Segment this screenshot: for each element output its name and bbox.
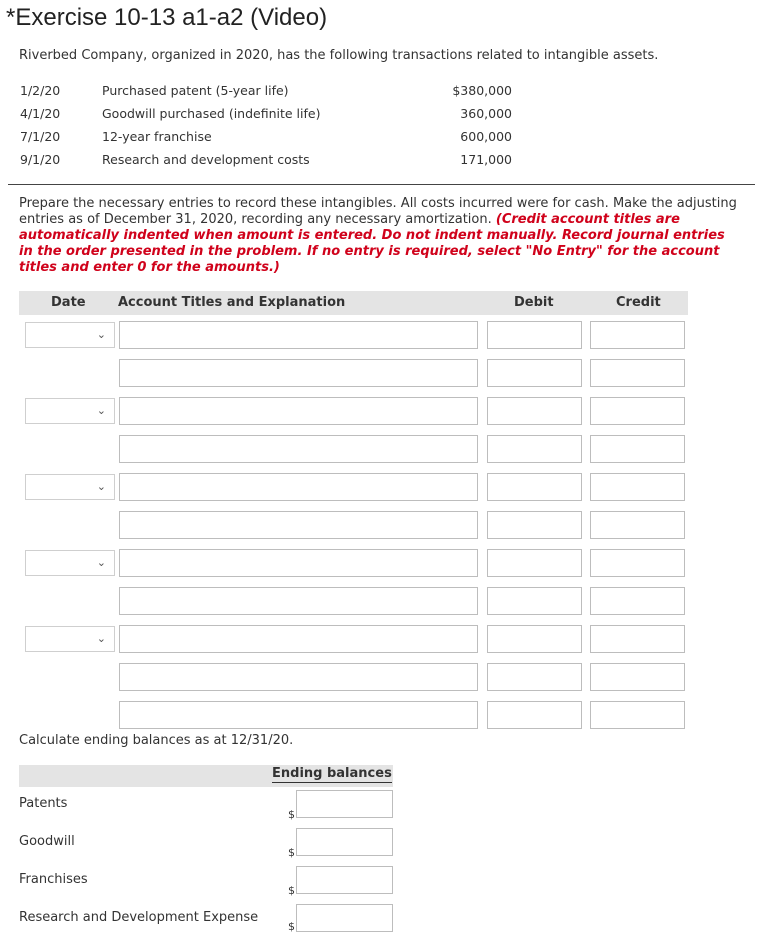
credit-column-header: Credit xyxy=(616,295,661,310)
debit-input[interactable] xyxy=(487,701,582,729)
account-title-input[interactable] xyxy=(119,625,478,653)
debit-input[interactable] xyxy=(487,625,582,653)
credit-input[interactable] xyxy=(590,549,685,577)
balances-header xyxy=(19,765,393,787)
balance-label-research-development-expense: Research and Development Expense xyxy=(19,910,259,925)
transaction-row xyxy=(20,129,512,147)
account-title-input[interactable] xyxy=(119,359,478,387)
chevron-down-icon: ⌄ xyxy=(96,328,106,341)
account-title-input[interactable] xyxy=(119,435,478,463)
transaction-description: Purchased patent (5-year life) xyxy=(102,83,289,98)
debit-input[interactable] xyxy=(487,397,582,425)
date-select[interactable] xyxy=(25,626,115,652)
page-title: *Exercise 10-13 a1-a2 (Video) xyxy=(6,4,328,31)
credit-input[interactable] xyxy=(590,511,685,539)
chevron-down-icon: ⌄ xyxy=(96,632,106,645)
credit-input[interactable] xyxy=(590,321,685,349)
instructions-emphasis: (Credit account titles are automatically indented when amount is entered. Do not indent manually. Record journal entries in the order presented in the problem. If no entry is required, select "No Entry" for the account titles and enter 0 for the amounts.) xyxy=(19,212,725,275)
debit-input[interactable] xyxy=(487,511,582,539)
research-development-expense-balance-input[interactable] xyxy=(296,904,393,932)
transaction-date: 1/2/20 xyxy=(20,83,61,98)
debit-input[interactable] xyxy=(487,549,582,577)
balance-label-franchises: Franchises xyxy=(19,872,88,887)
credit-input[interactable] xyxy=(590,663,685,691)
debit-input[interactable] xyxy=(487,663,582,691)
transaction-date: 4/1/20 xyxy=(20,106,61,121)
ending-balances-column-header: Ending balances xyxy=(272,766,392,781)
currency-symbol: $ xyxy=(288,884,295,897)
balance-label-goodwill: Goodwill xyxy=(19,834,75,849)
transaction-amount: $380,000 xyxy=(452,83,512,98)
balances-prompt: Calculate ending balances as at 12/31/20. xyxy=(19,733,294,748)
credit-input[interactable] xyxy=(590,397,685,425)
transaction-description: 12-year franchise xyxy=(102,129,212,144)
credit-input[interactable] xyxy=(590,587,685,615)
chevron-down-icon: ⌄ xyxy=(96,404,106,417)
debit-input[interactable] xyxy=(487,473,582,501)
credit-input[interactable] xyxy=(590,359,685,387)
account-title-input[interactable] xyxy=(119,511,478,539)
transaction-amount: 360,000 xyxy=(460,106,512,121)
problem-intro: Riverbed Company, organized in 2020, has the following transactions related to intangible assets. xyxy=(19,48,659,63)
patents-balance-input[interactable] xyxy=(296,790,393,818)
transaction-date: 7/1/20 xyxy=(20,129,61,144)
debit-input[interactable] xyxy=(487,435,582,463)
transaction-amount: 171,000 xyxy=(460,152,512,167)
account-title-input[interactable] xyxy=(119,587,478,615)
credit-input[interactable] xyxy=(590,701,685,729)
journal-header xyxy=(19,291,688,315)
currency-symbol: $ xyxy=(288,808,295,821)
credit-input[interactable] xyxy=(590,625,685,653)
credit-input[interactable] xyxy=(590,473,685,501)
credit-input[interactable] xyxy=(590,435,685,463)
date-column-header: Date xyxy=(51,295,86,310)
transaction-description: Goodwill purchased (indefinite life) xyxy=(102,106,321,121)
transaction-row xyxy=(20,83,512,101)
instructions xyxy=(19,196,739,276)
account-column-header: Account Titles and Explanation xyxy=(118,295,346,310)
franchises-balance-input[interactable] xyxy=(296,866,393,894)
currency-symbol: $ xyxy=(288,846,295,859)
debit-input[interactable] xyxy=(487,321,582,349)
date-select[interactable] xyxy=(25,474,115,500)
chevron-down-icon: ⌄ xyxy=(96,480,106,493)
date-select[interactable] xyxy=(25,398,115,424)
transaction-date: 9/1/20 xyxy=(20,152,61,167)
transaction-amount: 600,000 xyxy=(460,129,512,144)
account-title-input[interactable] xyxy=(119,397,478,425)
currency-symbol: $ xyxy=(288,920,295,933)
account-title-input[interactable] xyxy=(119,321,478,349)
transaction-description: Research and development costs xyxy=(102,152,310,167)
transaction-row xyxy=(20,106,512,124)
account-title-input[interactable] xyxy=(119,663,478,691)
goodwill-balance-input[interactable] xyxy=(296,828,393,856)
account-title-input[interactable] xyxy=(119,701,478,729)
section-divider xyxy=(8,184,755,185)
instructions-text: Prepare the necessary entries to record these intangibles. All costs incurred were for cash. Make the adjusting entries as of December 31, 2020, recording any necessary amortization. xyxy=(19,196,737,227)
date-select[interactable] xyxy=(25,322,115,348)
balance-label-patents: Patents xyxy=(19,796,68,811)
chevron-down-icon: ⌄ xyxy=(96,556,106,569)
transaction-row xyxy=(20,152,512,170)
account-title-input[interactable] xyxy=(119,549,478,577)
account-title-input[interactable] xyxy=(119,473,478,501)
date-select[interactable] xyxy=(25,550,115,576)
debit-input[interactable] xyxy=(487,359,582,387)
debit-input[interactable] xyxy=(487,587,582,615)
debit-column-header: Debit xyxy=(514,295,554,310)
